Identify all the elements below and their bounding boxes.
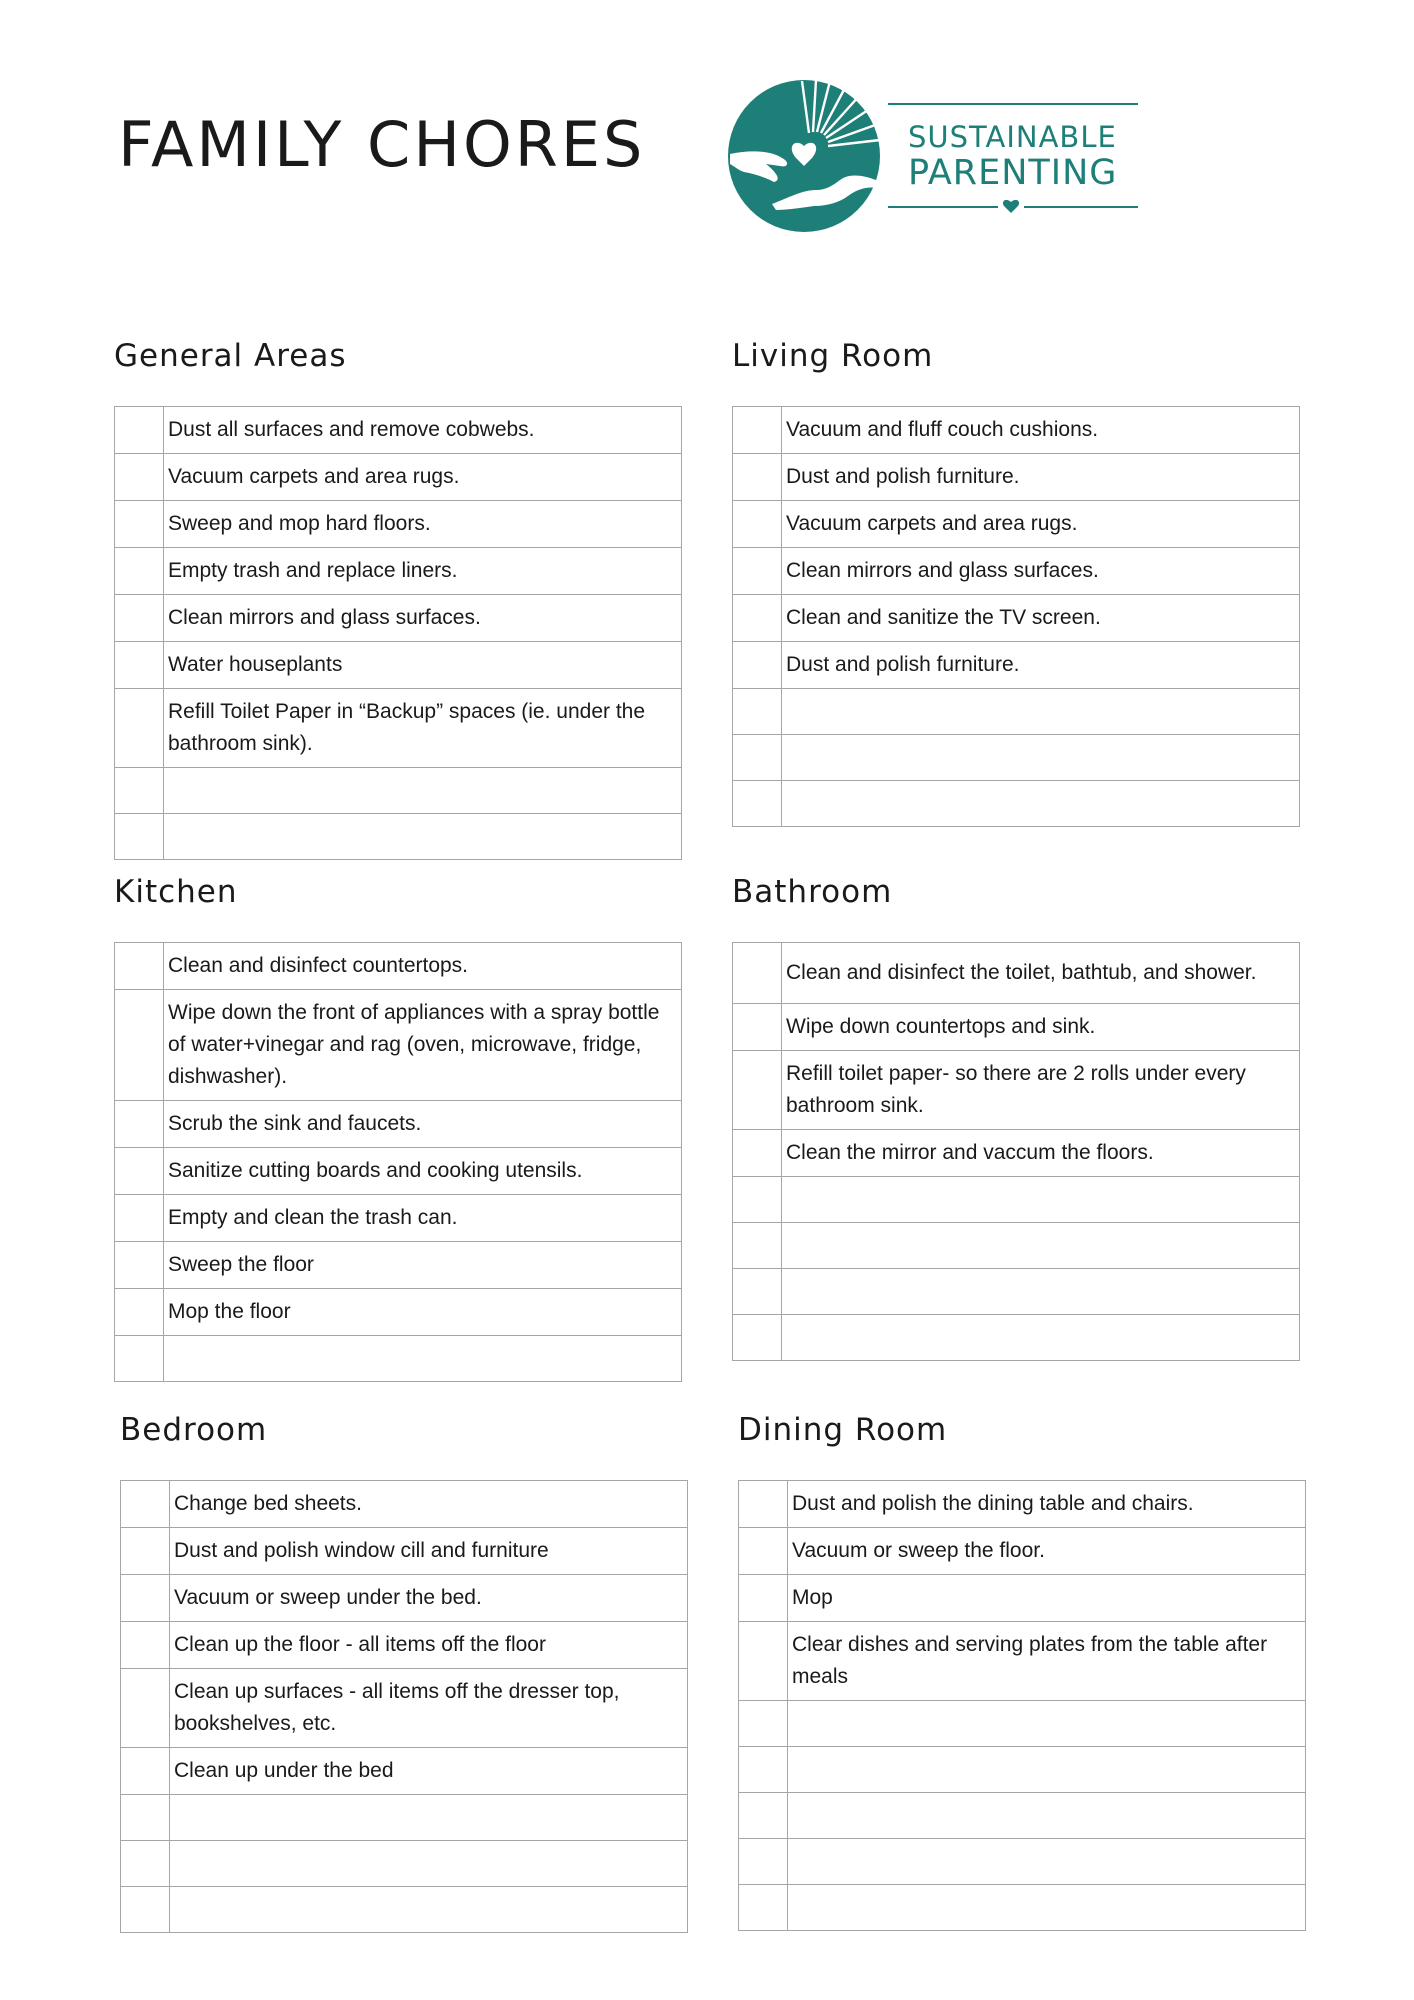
task-cell: Change bed sheets. [170, 1481, 688, 1528]
checkbox[interactable] [733, 1051, 782, 1130]
table-row [115, 1289, 682, 1336]
table-row [121, 1795, 688, 1841]
task-cell [782, 1315, 1300, 1361]
checkbox[interactable] [739, 1747, 788, 1793]
table-row [733, 1130, 1300, 1177]
task-cell: Sweep and mop hard floors. [164, 501, 682, 548]
task-cell: Mop [788, 1575, 1306, 1622]
table-row [115, 943, 682, 990]
checkbox[interactable] [733, 689, 782, 735]
table-row [121, 1887, 688, 1933]
section-title-dining: Dining Room [738, 1412, 948, 1448]
task-cell: Vacuum or sweep under the bed. [170, 1575, 688, 1622]
checklist-bathroom [732, 942, 1300, 1361]
table-row [733, 454, 1300, 501]
brand-bottom-rule-right [1024, 206, 1138, 208]
task-cell [782, 1269, 1300, 1315]
checkbox[interactable] [115, 990, 164, 1101]
task-cell: Clean mirrors and glass surfaces. [164, 595, 682, 642]
table-row [733, 1177, 1300, 1223]
table-row [739, 1528, 1306, 1575]
task-cell: Clean and sanitize the TV screen. [782, 595, 1300, 642]
table-row [739, 1885, 1306, 1931]
checkbox[interactable] [733, 1223, 782, 1269]
checkbox[interactable] [115, 501, 164, 548]
checkbox[interactable] [115, 1242, 164, 1289]
table-row [733, 735, 1300, 781]
table-row [121, 1841, 688, 1887]
brand-name-line1: SUSTAINABLE [908, 120, 1117, 154]
checkbox[interactable] [739, 1528, 788, 1575]
checkbox[interactable] [739, 1885, 788, 1931]
heart-icon [1002, 198, 1020, 214]
table-row [121, 1575, 688, 1622]
task-cell [788, 1701, 1306, 1747]
task-cell: Wipe down countertops and sink. [782, 1004, 1300, 1051]
task-cell [170, 1887, 688, 1933]
table-row [115, 768, 682, 814]
task-cell: Vacuum carpets and area rugs. [164, 454, 682, 501]
table-row [121, 1528, 688, 1575]
checklist-dining [738, 1480, 1306, 1931]
checkbox[interactable] [121, 1841, 170, 1887]
checkbox[interactable] [115, 407, 164, 454]
checkbox[interactable] [121, 1528, 170, 1575]
task-cell: Clean up surfaces - all items off the dresser top, bookshelves, etc. [170, 1669, 688, 1748]
checkbox[interactable] [115, 1101, 164, 1148]
table-row [733, 595, 1300, 642]
task-cell: Dust and polish window cill and furniture [170, 1528, 688, 1575]
task-cell: Clear dishes and serving plates from the table after meals [788, 1622, 1306, 1701]
checkbox[interactable] [733, 642, 782, 689]
task-cell [788, 1747, 1306, 1793]
task-cell: Dust all surfaces and remove cobwebs. [164, 407, 682, 454]
checkbox[interactable] [115, 1195, 164, 1242]
task-cell [782, 735, 1300, 781]
task-cell [164, 768, 682, 814]
table-row [733, 1223, 1300, 1269]
section-title-bathroom: Bathroom [732, 874, 893, 910]
checkbox[interactable] [121, 1669, 170, 1748]
table-row [733, 407, 1300, 454]
table-row [733, 1269, 1300, 1315]
task-cell: Clean up the floor - all items off the floor [170, 1622, 688, 1669]
task-cell: Empty trash and replace liners. [164, 548, 682, 595]
task-cell [782, 689, 1300, 735]
table-row [115, 642, 682, 689]
checkbox[interactable] [733, 595, 782, 642]
table-row [115, 1195, 682, 1242]
table-row [115, 1101, 682, 1148]
checkbox[interactable] [115, 454, 164, 501]
checkbox[interactable] [121, 1795, 170, 1841]
checkbox[interactable] [733, 454, 782, 501]
table-row [115, 1336, 682, 1382]
task-cell [782, 781, 1300, 827]
section-title-kitchen: Kitchen [114, 874, 238, 910]
brand-bottom-rule-left [888, 206, 998, 208]
checkbox[interactable] [733, 735, 782, 781]
table-row [739, 1701, 1306, 1747]
table-row [733, 943, 1300, 1004]
checkbox[interactable] [115, 768, 164, 814]
checkbox[interactable] [733, 548, 782, 595]
checkbox[interactable] [733, 407, 782, 454]
checkbox[interactable] [739, 1701, 788, 1747]
checkbox[interactable] [121, 1887, 170, 1933]
checkbox[interactable] [733, 943, 782, 1004]
checkbox[interactable] [739, 1575, 788, 1622]
page-title: FAMILY CHORES [118, 108, 646, 181]
table-row [739, 1793, 1306, 1839]
table-row [733, 689, 1300, 735]
task-cell: Vacuum carpets and area rugs. [782, 501, 1300, 548]
section-title-general: General Areas [114, 338, 347, 374]
checkbox[interactable] [121, 1575, 170, 1622]
table-row [115, 407, 682, 454]
checkbox[interactable] [739, 1622, 788, 1701]
table-row [121, 1622, 688, 1669]
table-row [115, 814, 682, 860]
table-row [733, 642, 1300, 689]
task-cell [782, 1177, 1300, 1223]
table-row [733, 501, 1300, 548]
table-row [733, 1051, 1300, 1130]
checkbox[interactable] [115, 642, 164, 689]
checkbox[interactable] [115, 595, 164, 642]
task-cell [788, 1839, 1306, 1885]
task-cell [164, 814, 682, 860]
checkbox[interactable] [739, 1481, 788, 1528]
section-title-bedroom: Bedroom [120, 1412, 268, 1448]
task-cell [782, 1223, 1300, 1269]
checklist-kitchen [114, 942, 682, 1382]
table-row [733, 1315, 1300, 1361]
task-cell [164, 1336, 682, 1382]
checkbox[interactable] [115, 689, 164, 768]
checkbox[interactable] [121, 1481, 170, 1528]
checkbox[interactable] [115, 548, 164, 595]
checkbox[interactable] [733, 501, 782, 548]
task-cell: Clean mirrors and glass surfaces. [782, 548, 1300, 595]
task-cell [170, 1795, 688, 1841]
task-cell: Empty and clean the trash can. [164, 1195, 682, 1242]
checklist-general [114, 406, 682, 860]
checkbox[interactable] [733, 1315, 782, 1361]
task-cell: Sweep the floor [164, 1242, 682, 1289]
checkbox[interactable] [739, 1793, 788, 1839]
task-cell: Vacuum or sweep the floor. [788, 1528, 1306, 1575]
task-cell: Vacuum and fluff couch cushions. [782, 407, 1300, 454]
checkbox[interactable] [733, 781, 782, 827]
task-cell [788, 1793, 1306, 1839]
checkbox[interactable] [115, 1148, 164, 1195]
task-cell: Water houseplants [164, 642, 682, 689]
task-cell: Clean and disinfect the toilet, bathtub, and shower. [782, 943, 1300, 1004]
task-cell: Dust and polish furniture. [782, 454, 1300, 501]
task-cell: Clean and disinfect countertops. [164, 943, 682, 990]
task-cell: Refill Toilet Paper in “Backup” spaces (ie. under the bathroom sink). [164, 689, 682, 768]
task-cell [788, 1885, 1306, 1931]
task-cell: Refill toilet paper- so there are 2 rolls under every bathroom sink. [782, 1051, 1300, 1130]
checkbox[interactable] [115, 943, 164, 990]
table-row [115, 1148, 682, 1195]
table-row [733, 781, 1300, 827]
checkbox[interactable] [121, 1748, 170, 1795]
task-cell: Mop the floor [164, 1289, 682, 1336]
checklist-living [732, 406, 1300, 827]
table-row [115, 501, 682, 548]
brand-top-rule [888, 103, 1138, 105]
section-title-living: Living Room [732, 338, 934, 374]
task-cell: Wipe down the front of appliances with a spray bottle of water+vinegar and rag (oven, microwave, fridge, dishwasher). [164, 990, 682, 1101]
task-cell: Sanitize cutting boards and cooking utensils. [164, 1148, 682, 1195]
checkbox[interactable] [121, 1622, 170, 1669]
table-row [739, 1622, 1306, 1701]
table-row [115, 454, 682, 501]
table-row [115, 1242, 682, 1289]
table-row [733, 548, 1300, 595]
table-row [115, 595, 682, 642]
brand-name-line2: PARENTING [908, 153, 1118, 193]
checkbox[interactable] [733, 1177, 782, 1223]
checklist-bedroom [120, 1480, 688, 1933]
checkbox[interactable] [733, 1130, 782, 1177]
table-row [121, 1748, 688, 1795]
task-cell: Clean up under the bed [170, 1748, 688, 1795]
checkbox[interactable] [733, 1269, 782, 1315]
task-cell: Scrub the sink and faucets. [164, 1101, 682, 1148]
table-row [739, 1575, 1306, 1622]
checkbox[interactable] [115, 1336, 164, 1382]
task-cell: Clean the mirror and vaccum the floors. [782, 1130, 1300, 1177]
table-row [115, 548, 682, 595]
table-row [739, 1747, 1306, 1793]
table-row [115, 990, 682, 1101]
checkbox[interactable] [115, 814, 164, 860]
task-cell [170, 1841, 688, 1887]
table-row [739, 1839, 1306, 1885]
table-row [115, 689, 682, 768]
table-row [121, 1669, 688, 1748]
table-row [733, 1004, 1300, 1051]
task-cell: Dust and polish furniture. [782, 642, 1300, 689]
checkbox[interactable] [739, 1839, 788, 1885]
checkbox[interactable] [115, 1289, 164, 1336]
table-row [121, 1481, 688, 1528]
table-row [739, 1481, 1306, 1528]
checkbox[interactable] [733, 1004, 782, 1051]
task-cell: Dust and polish the dining table and chairs. [788, 1481, 1306, 1528]
